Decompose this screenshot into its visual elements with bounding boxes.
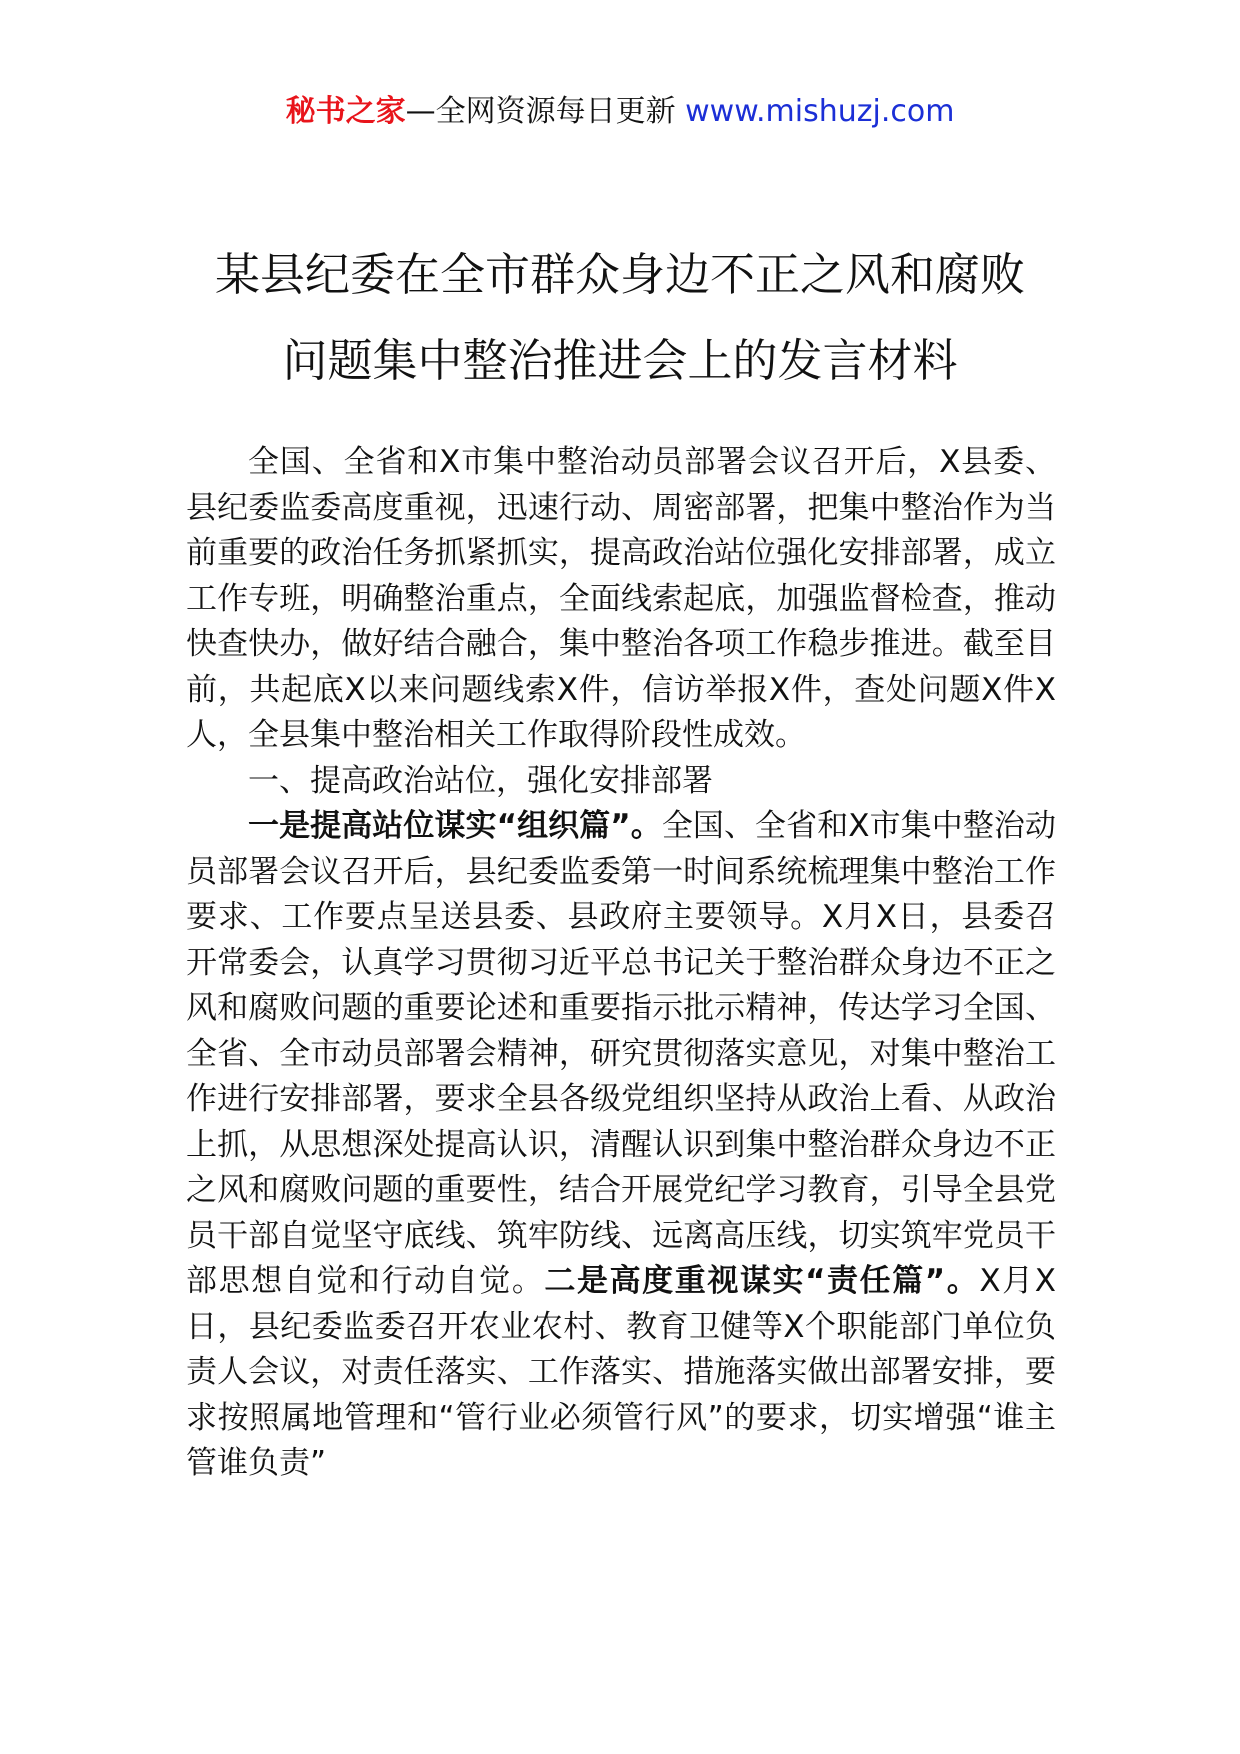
document-title: [150, 232, 1090, 404]
item-2-text: X月X日，县纪委监委召开农业农村、教育卫健等X个职能部门单位负责人会议，对责任落实、工作落实、措施落实做出部署安排，要求按照属地管理和“管行业必须管行风”的要求，切实增强“谁主管谁负责”: [186, 1263, 1056, 1481]
site-tagline: —全网资源每日更新: [405, 94, 676, 129]
item-1-text: 全国、全省和X市集中整治动员部署会议召开后，县纪委监委第一时间系统梳理集中整治工作要求、工作要点呈送县委、县政府主要领导。X月X日，县委召开常委会，认真学习贯彻习近平总书记关于整治群众身边不正之风和腐败问题的重要论述和重要指示批示精神，传达学习全国、全省、全市动员部署会精神，研究贯彻落实意见，对集中整治工作进行安排部署，要求全县各级党组织坚持从政治上看、从政治上抓，从思想深处提高认识，清醒认识到集中整治群众身边不正之风和腐败问题的重要性，结合开展党纪学习教育，引导全县党员干部自觉坚守底线、筑牢防线、远离高压线，切实筑牢党员干部思想自觉和行动自觉。: [186, 808, 1056, 1299]
item-2-heading: 二是高度重视谋实“责任篇”。: [544, 1263, 980, 1299]
site-brand: 秘书之家: [285, 94, 406, 129]
document-title-line-2: 问题集中整治推进会上的发言材料: [282, 334, 958, 387]
site-url-link[interactable]: www.mishuzj.com: [685, 94, 955, 129]
item-1-heading: 一是提高站位谋实“组织篇”。: [248, 808, 662, 844]
document-body: [186, 440, 1056, 1487]
document-title-line-1: 某县纪委在全市群众身边不正之风和腐败: [214, 248, 1025, 301]
section-heading: 一、提高政治站位，强化安排部署: [248, 762, 713, 799]
section-paragraph: [186, 804, 1056, 1487]
intro-paragraph: 全国、全省和X市集中整治动员部署会议召开后，X县委、县纪委监委高度重视，迅速行动、周密部署，把集中整治作为当前重要的政治任务抓紧抓实，提高政治站位强化安排部署，成立工作专班，明确整治重点，全面线索起底，加强监督检查，推动快查快办，做好结合融合，集中整治各项工作稳步推进。截至目前，共起底X以来问题线索X件，信访举报X件，查处问题X件X人，全县集中整治相关工作取得阶段性成效。: [186, 444, 1056, 753]
site-header: [0, 90, 1240, 134]
